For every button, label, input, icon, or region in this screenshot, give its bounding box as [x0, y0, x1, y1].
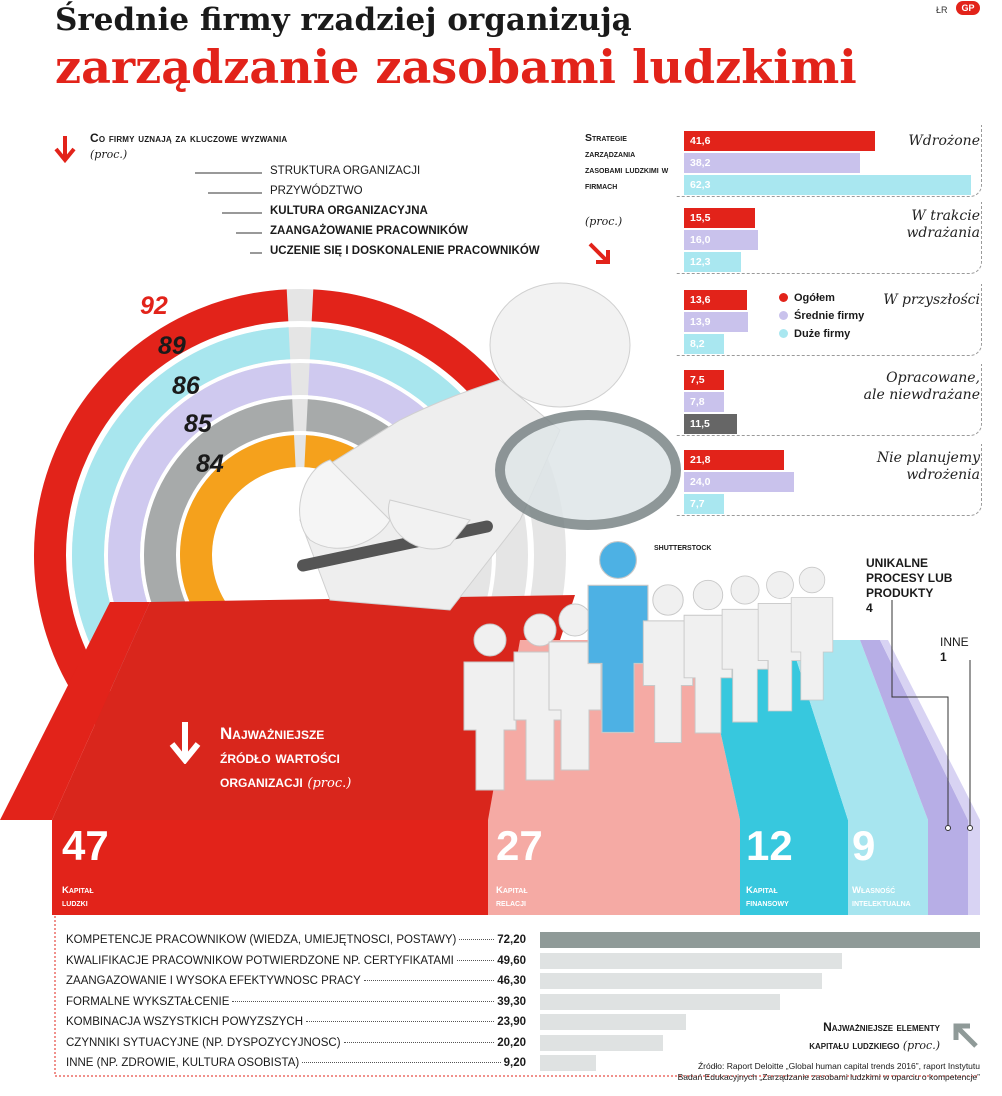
legend-label: Średnie firmy — [794, 310, 865, 322]
strategy-bar: 13,6 — [684, 290, 747, 310]
element-label: KOMPETENCJE PRACOWNIKÓW (WIEDZA, UMIEJĘTNOŚCI, POSTAWY) — [66, 934, 457, 946]
stage-label-a: Wdrożone — [908, 133, 980, 149]
challenge-label: KULTURA ORGANIZACYJNA — [270, 205, 428, 217]
strategies-unit: (proc.) — [585, 215, 623, 228]
sources-arrow-icon — [168, 720, 202, 764]
stage-label-a: W trakcie — [911, 208, 980, 224]
element-label: INNE (NP. ZDROWIE, KULTURA OSOBISTA) — [66, 1057, 300, 1069]
strategy-stage-label — [908, 133, 980, 150]
strategy-bar: 7,7 — [684, 494, 724, 514]
elements-title — [774, 1018, 940, 1055]
unique-label-a: UNIKALNE — [866, 556, 928, 570]
legend-swatch — [779, 311, 788, 320]
challenge-value: 89 — [158, 332, 186, 360]
stage-label-a: W przyszłości — [883, 292, 980, 308]
strategy-bar: 12,3 — [684, 252, 741, 272]
element-label: KWALIFIKACJE PRACOWNIKÓW POTWIERDZONE NP. CERTYFIKATAMI — [66, 954, 454, 967]
strategy-bar: 24,0 — [684, 472, 794, 492]
elements-title-line2: kapitału ludzkiego — [809, 1038, 900, 1052]
source-label-a: Własność — [852, 885, 896, 896]
source-label-a: Kapitał — [496, 885, 528, 896]
element-value: 72,20 — [497, 934, 526, 946]
legend-swatch — [779, 293, 788, 302]
element-bar — [540, 953, 842, 969]
element-leader-dots — [459, 939, 494, 940]
strategy-bar: 16,0 — [684, 230, 758, 250]
legend-label: Ogółem — [794, 292, 835, 304]
title-line2: zarządzanie zasobami ludzkimi — [55, 40, 857, 94]
source-label — [62, 884, 94, 910]
element-label: CZYNNIKI SYTUACYJNE (NP. DYSPOZYCYJNOŚĆ) — [66, 1036, 341, 1049]
other-value: 1 — [940, 650, 947, 664]
challenges-unit: (proc.) — [90, 148, 128, 161]
challenge-value: 86 — [172, 372, 200, 400]
strategy-bar: 21,8 — [684, 450, 784, 470]
strategy-bar: 62,3 — [684, 175, 971, 195]
element-label: ZAANGAŻOWANIE I WYSOKA EFEKTYWNOŚĆ PRACY — [66, 975, 361, 987]
sources-title-line3: organizacji — [220, 772, 303, 791]
source-line1: Źródło: Raport Deloitte „Global human capital trends 2016”, raport Instytutu — [697, 1061, 980, 1071]
challenge-label: ZAANGAŻOWANIE PRACOWNIKÓW — [270, 225, 469, 237]
strategy-bar: 8,2 — [684, 334, 724, 354]
sources-title — [220, 722, 351, 796]
element-row — [66, 1057, 526, 1069]
legend-item — [779, 328, 850, 340]
source-label-a: Kapitał — [62, 885, 94, 896]
challenge-label: STRUKTURA ORGANIZACJI — [270, 165, 421, 177]
strategy-stage-label — [883, 292, 980, 309]
element-row — [66, 975, 526, 987]
challenge-label: PRZYWÓDZTWO — [270, 185, 363, 197]
source-note — [570, 1061, 980, 1083]
legend-item — [779, 310, 864, 322]
strategy-bar: 38,2 — [684, 153, 860, 173]
element-bar — [540, 1035, 663, 1051]
legend-swatch — [779, 329, 788, 338]
element-row — [66, 955, 526, 967]
band-human — [52, 820, 488, 915]
element-value: 46,30 — [497, 975, 526, 987]
strategy-stage-label — [864, 370, 980, 404]
strategy-bar: 41,6 — [684, 131, 875, 151]
other-label: INNE — [940, 635, 969, 649]
element-value: 39,30 — [497, 995, 526, 1008]
source-label-b: ludzki — [62, 898, 88, 909]
sources-title-line1: Najważniejsze — [220, 724, 325, 743]
element-value: 49,60 — [497, 954, 526, 967]
element-label: FORMALNE WYKSZTAŁCENIE — [66, 995, 230, 1008]
element-leader-dots — [232, 1001, 494, 1002]
source-value: 27 — [496, 822, 543, 869]
source-label-b: relacji — [496, 898, 526, 909]
strategy-bar: 13,9 — [684, 312, 748, 332]
strategy-bar: 7,5 — [684, 370, 724, 390]
source-value: 9 — [852, 822, 876, 869]
stage-label-b: wdrożenia — [906, 467, 980, 483]
source-label — [852, 884, 911, 910]
band-unique — [928, 820, 968, 915]
unique-label-c: PRODUKTY — [866, 586, 934, 600]
element-leader-dots — [306, 1021, 494, 1022]
challenge-value: 84 — [196, 450, 224, 478]
element-bar — [540, 973, 822, 989]
source-label — [496, 884, 528, 910]
unique-processes-label — [866, 556, 952, 616]
elements-arrow-icon — [950, 1020, 980, 1050]
strategy-bar: 11,5 — [684, 414, 737, 434]
source-value: 47 — [62, 822, 109, 869]
challenge-value: 85 — [184, 410, 212, 438]
strategy-bar: 15,5 — [684, 208, 755, 228]
element-value: 23,90 — [497, 1016, 526, 1028]
legend-item — [779, 292, 835, 304]
element-leader-dots — [344, 1042, 495, 1043]
challenges-title: Co firmy uznają za kluczowe wyzwania — [90, 131, 288, 145]
element-row — [66, 1016, 526, 1028]
strategies-title: Strategie zarządzania zasobami ludzkimi w firmach — [585, 132, 669, 192]
element-bar — [540, 994, 780, 1010]
stage-label-b: wdrażania — [906, 225, 980, 241]
source-label-b: intelektualna — [852, 898, 911, 909]
elements-title-line1: Najważniejsze elementy — [823, 1020, 940, 1034]
element-row — [66, 996, 526, 1008]
credit: ŁR — [936, 5, 948, 15]
sources-title-line2: źródło wartości — [220, 748, 340, 767]
stage-label-a: Opracowane, — [886, 370, 980, 386]
challenge-leaders — [0, 0, 270, 300]
element-row — [66, 1037, 526, 1049]
title-line1: Średnie firmy rzadziej organizują — [55, 2, 632, 38]
strategy-bar: 7,8 — [684, 392, 724, 412]
stage-label-a: Nie planujemy — [876, 450, 980, 466]
element-row — [66, 934, 526, 946]
source-label-b: finansowy — [746, 898, 789, 909]
source-label-a: Kapitał — [746, 885, 778, 896]
element-bar — [540, 932, 980, 948]
photo-credit: SHUTTERSTOCK — [654, 545, 712, 552]
element-value: 9,20 — [503, 1057, 526, 1069]
element-label: KOMBINACJA WSZYSTKICH POWYŻSZYCH — [66, 1016, 304, 1028]
element-leader-dots — [302, 1062, 500, 1063]
element-leader-dots — [457, 960, 494, 961]
source-label — [746, 884, 789, 910]
element-leader-dots — [364, 980, 494, 981]
legend-label: Duże firmy — [794, 328, 851, 340]
elements-unit: (proc.) — [902, 1039, 940, 1052]
unique-label-b: PROCESY LUB — [866, 571, 953, 585]
publisher-logo: GP — [956, 1, 980, 15]
source-line2: Badań Edukacyjnych „Zarządzanie zasobami ludzkimi w oparciu o kompetencje” — [677, 1072, 980, 1082]
strategies-arrow-icon — [586, 240, 612, 266]
other-label-block — [940, 635, 969, 665]
sources-unit: (proc.) — [307, 776, 352, 791]
strategy-stage-label — [877, 450, 980, 484]
source-value: 12 — [746, 822, 793, 869]
stage-label-b: ale niewdrażane — [863, 387, 980, 403]
element-value: 20,20 — [497, 1036, 526, 1049]
challenge-value: 92 — [140, 292, 168, 320]
band-other — [968, 820, 980, 915]
challenge-label: UCZENIE SIĘ I DOSKONALENIE PRACOWNIKÓW — [270, 245, 540, 257]
unique-value: 4 — [866, 601, 873, 615]
element-bar — [540, 1014, 686, 1030]
strategy-stage-label — [906, 208, 980, 242]
